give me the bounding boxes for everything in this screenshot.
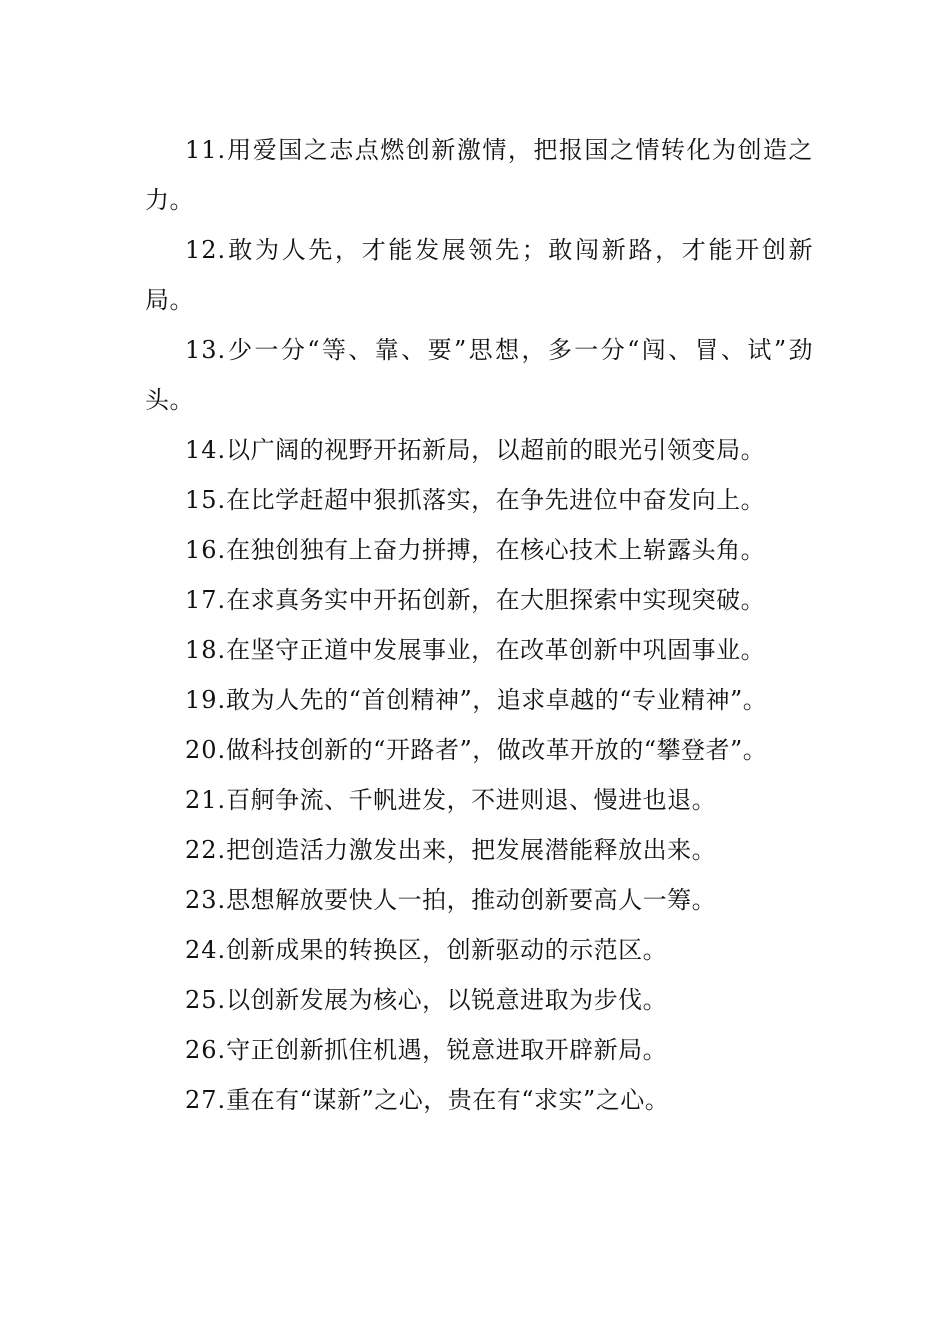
item-number: 13. [185, 336, 227, 364]
item-number: 24. [185, 936, 227, 964]
list-item-13 [145, 325, 813, 425]
item-text: 以广阔的视野开拓新局，以超前的眼光引领变局。 [226, 436, 766, 464]
list-item-14 [145, 425, 813, 475]
item-number: 20. [185, 736, 227, 764]
item-number: 27. [185, 1086, 227, 1114]
list-item-11 [145, 125, 813, 225]
item-text: 重在有“谋新”之心，贵在有“求实”之心。 [226, 1086, 670, 1114]
item-number: 26. [185, 1036, 227, 1064]
item-number: 14. [185, 436, 227, 464]
item-number: 25. [185, 986, 227, 1014]
item-number: 19. [185, 686, 227, 714]
list-item-16 [145, 525, 813, 575]
item-number: 22. [185, 836, 227, 864]
item-text: 创新成果的转换区，创新驱动的示范区。 [226, 936, 668, 964]
item-text: 用爱国之志点燃创新激情，把报国之情转化为创造之力。 [145, 136, 813, 214]
item-text: 少一分“等、靠、要”思想，多一分“闯、冒、试”劲头。 [145, 336, 813, 414]
list-item-12 [145, 225, 813, 325]
list-item-27 [145, 1075, 813, 1125]
item-number: 11. [185, 136, 227, 164]
item-number: 21. [185, 786, 227, 814]
item-text: 做科技创新的“开路者”，做改革开放的“攀登者”。 [226, 736, 768, 764]
item-text: 在求真务实中开拓创新，在大胆探索中实现突破。 [226, 586, 766, 614]
item-text: 以创新发展为核心，以锐意进取为步伐。 [226, 986, 668, 1014]
list-item-24 [145, 925, 813, 975]
item-text: 思想解放要快人一拍，推动创新要高人一筹。 [226, 886, 717, 914]
item-text: 敢为人先的“首创精神”，追求卓越的“专业精神”。 [226, 686, 768, 714]
list-item-19 [145, 675, 813, 725]
list-item-20 [145, 725, 813, 775]
list-item-21 [145, 775, 813, 825]
item-text: 守正创新抓住机遇，锐意进取开辟新局。 [226, 1036, 668, 1064]
item-text: 敢为人先，才能发展领先；敢闯新路，才能开创新局。 [145, 236, 813, 314]
list-item-23 [145, 875, 813, 925]
item-text: 在比学赶超中狠抓落实，在争先进位中奋发向上。 [226, 486, 766, 514]
item-number: 12. [185, 236, 227, 264]
document-body [145, 125, 813, 1125]
list-item-15 [145, 475, 813, 525]
list-item-25 [145, 975, 813, 1025]
item-number: 18. [185, 636, 227, 664]
list-item-18 [145, 625, 813, 675]
list-item-22 [145, 825, 813, 875]
item-number: 17. [185, 586, 227, 614]
item-number: 23. [185, 886, 227, 914]
list-item-26 [145, 1025, 813, 1075]
item-text: 在独创独有上奋力拼搏，在核心技术上崭露头角。 [226, 536, 766, 564]
list-item-17 [145, 575, 813, 625]
item-text: 百舸争流、千帆进发，不进则退、慢进也退。 [226, 786, 717, 814]
item-number: 15. [185, 486, 227, 514]
item-text: 把创造活力激发出来，把发展潜能释放出来。 [226, 836, 717, 864]
item-number: 16. [185, 536, 227, 564]
item-text: 在坚守正道中发展事业，在改革创新中巩固事业。 [226, 636, 766, 664]
